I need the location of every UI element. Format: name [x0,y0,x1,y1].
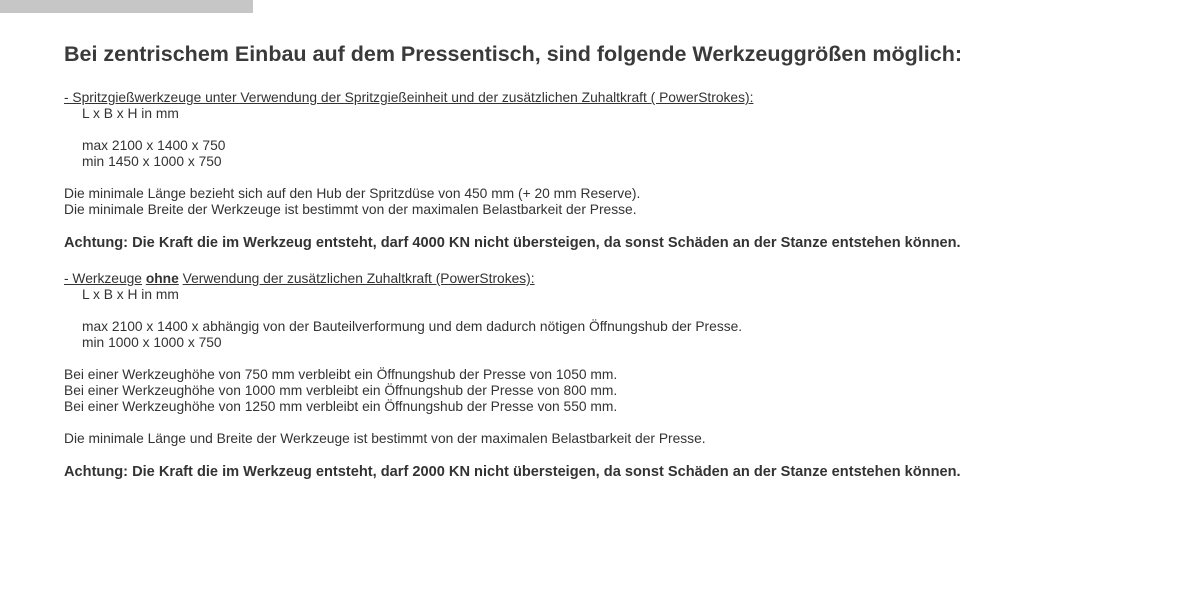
section2-note: Die minimale Länge und Breite der Werkzeuge ist bestimmt von der maximalen Belastbarkeit der Presse. [64,431,706,446]
section2-warning: Achtung: Die Kraft die im Werkzeug entsteht, darf 2000 KN nicht übersteigen, da sonst Schäden an der Stanze entstehen können. [64,464,961,480]
section1-min: min 1450 x 1000 x 750 [82,154,222,169]
section2-dims-label: L x B x H in mm [82,287,179,302]
section1-dims-label: L x B x H in mm [82,106,179,121]
section2-title-part2: ohne [145,271,179,286]
section2-max: max 2100 x 1400 x abhängig von der Bauteilverformung und dem dadurch nötigen Öffnungshub der Presse. [82,319,743,334]
top-gray-bar [0,0,253,13]
section1-note1: Die minimale Länge bezieht sich auf den Hub der Spritzdüse von 450 mm (+ 20 mm Reserve). [64,186,641,201]
section2-height3: Bei einer Werkzeughöhe von 1250 mm verbleibt ein Öffnungshub der Presse von 550 mm. [64,399,618,414]
section2-min: min 1000 x 1000 x 750 [82,335,222,350]
section1-max: max 2100 x 1400 x 750 [82,138,226,153]
section2-title-part3: Verwendung der zusätzlichen Zuhaltkraft (PowerStrokes): [182,271,535,286]
section2-title-part1: - Werkzeuge [64,271,142,286]
section2-height2: Bei einer Werkzeughöhe von 1000 mm verbleibt ein Öffnungshub der Presse von 800 mm. [64,383,618,398]
section1-title: - Spritzgießwerkzeuge unter Verwendung der Spritzgießeinheit und der zusätzlichen Zuhaltkraft ( PowerStrokes): [64,90,754,105]
document-body [64,40,1184,481]
section2-height1: Bei einer Werkzeughöhe von 750 mm verbleibt ein Öffnungshub der Presse von 1050 mm. [64,367,618,382]
section1-note2: Die minimale Breite der Werkzeuge ist bestimmt von der maximalen Belastbarkeit der Presse. [64,202,637,217]
page-heading: Bei zentrischem Einbau auf dem Pressentisch, sind folgende Werkzeuggrößen möglich: [64,42,963,66]
section2-title [64,271,1184,287]
section1-warning: Achtung: Die Kraft die im Werkzeug entsteht, darf 4000 KN nicht übersteigen, da sonst Schäden an der Stanze entstehen können. [64,235,961,251]
